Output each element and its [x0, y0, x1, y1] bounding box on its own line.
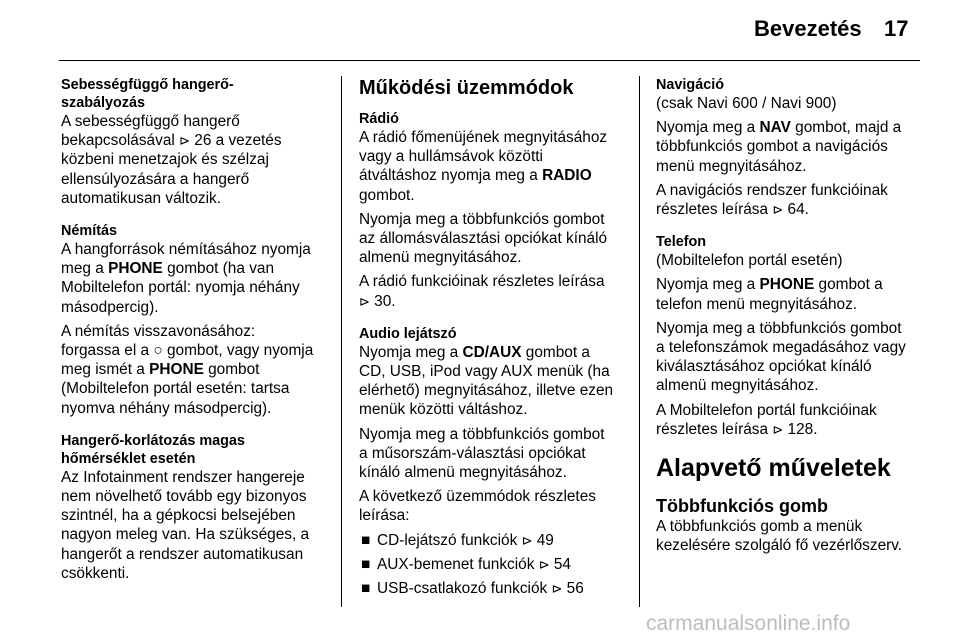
column-middle [359, 76, 627, 598]
paragraph: A némítás visszavonásához: forgassa el a ○ gombot, vagy nyomja meg ismét a PHONE gombot (Mobiltelefon portál esetén: tartsa nyomva néhány másodpercig). [61, 322, 314, 417]
page-number: 17 [884, 16, 909, 41]
column-divider-1 [341, 76, 342, 607]
paragraph: A navigációs rendszer funkcióinak részletes leírása ⊳ 64. [656, 181, 888, 219]
paragraph: Nyomja meg a többfunkciós gombot az állomásválasztási opciókat kínáló almenü megnyitásához. [359, 210, 608, 267]
paragraph: A sebességfüggő hangerő bekapcsolásával ⊳ 26 a vezetés közbeni menetzajok és szélzaj ellensúlyozására a hangerő automatikusan változik. [61, 113, 282, 207]
column-divider-2 [639, 76, 640, 607]
page-ref-arrow-icon: ⊳ [179, 133, 190, 149]
paragraph: A Mobiltelefon portál funkcióinak részletes leírása ⊳ 128. [656, 401, 877, 438]
list-item: ■ AUX-bemenet funkciók ⊳ 54 [361, 555, 571, 573]
section-heading-modes: Működési üzemmódok [359, 77, 574, 99]
chapter-heading-basic-operation: Alapvető műveletek [656, 454, 891, 483]
page-ref-arrow-icon: ⊳ [521, 532, 533, 548]
paragraph: Nyomja meg a CD/AUX gombot a CD, USB, iPod vagy AUX menük (ha elérhető) megnyitásához, illetve ezen menük közötti váltáshoz. [359, 343, 614, 419]
section-title-radio: Rádió [359, 111, 399, 127]
section-title-audio: Audio lejátszó [359, 325, 457, 342]
paragraph: Nyomja meg a többfunkciós gombot a műsorszám-választási opciókat kínáló almenü megnyitásához. [359, 425, 605, 482]
page-ref-arrow-icon: ⊳ [772, 421, 784, 437]
bullet-square-icon: ■ [361, 580, 371, 598]
paragraph: Az Infotainment rendszer hangereje nem növelhető tovább egy bizonyos szintnél, ha a gépkocsi belsejében nagyon meleg van. Ha szükséges, a hangerőt a rendszer automatikusan csökkenti. [61, 468, 310, 582]
paragraph: A következő üzemmódok részletes leírása: [359, 488, 596, 525]
watermark-text: carmanualsonline.info [646, 612, 851, 635]
paragraph: Nyomja meg a NAV gombot, majd a többfunkciós gombot a navigációs menü megnyitásához. [656, 119, 902, 175]
paragraph: Nyomja meg a többfunkciós gombot a telefonszámok megadásához vagy kiválasztásához opciókat kínáló almenü megnyitásához. [656, 319, 906, 395]
column-left [61, 76, 331, 583]
chapter-title: Bevezetés [754, 16, 862, 41]
column-right [656, 76, 930, 555]
page-ref-arrow-icon: ⊳ [551, 581, 563, 597]
paragraph: A többfunkciós gomb a menük kezelésére szolgáló fő vezérlőszerv. [656, 518, 903, 555]
section-title-volume-limit: Hangerő-korlátozás magas hőmérséklet esetén [61, 432, 245, 467]
bullet-square-icon: ■ [361, 555, 371, 573]
section-title-navigation: Navigáció [656, 77, 724, 93]
paragraph: A rádió funkcióinak részletes leírása ⊳ 30. [359, 273, 605, 310]
page-ref-arrow-icon: ⊳ [772, 202, 784, 218]
page-ref-arrow-icon: ⊳ [538, 556, 550, 572]
header-divider [59, 60, 920, 61]
section-title-speed-volume: Sebességfüggő hangerő- szabályozás [61, 77, 234, 111]
paragraph: (Mobiltelefon portál esetén) [656, 252, 843, 270]
paragraph: A hangforrások némításához nyomja meg a PHONE gombot (ha van Mobiltelefon portál: nyomja néhány másodpercig). [61, 241, 311, 316]
section-title-phone: Telefon [656, 234, 707, 251]
section-title-mute: Némítás [61, 223, 117, 240]
paragraph: Nyomja meg a PHONE gombot a telefon menü megnyitásához. [656, 276, 883, 313]
knob-icon: ○ [153, 342, 163, 360]
paragraph: (csak Navi 600 / Navi 900) [656, 95, 837, 112]
list-item: ■ USB-csatlakozó funkciók ⊳ 56 [361, 580, 584, 598]
list-item: ■ CD-lejátszó funkciók ⊳ 49 [361, 531, 554, 549]
page-header [0, 0, 960, 62]
section-heading-multifunction-knob: Többfunkciós gomb [656, 496, 828, 517]
paragraph: A rádió főmenüjének megnyitásához vagy a hullámsávok közötti átváltáshoz nyomja meg a RADIO gombot. [359, 129, 608, 204]
bullet-square-icon: ■ [361, 531, 371, 549]
page-ref-arrow-icon: ⊳ [359, 293, 370, 309]
